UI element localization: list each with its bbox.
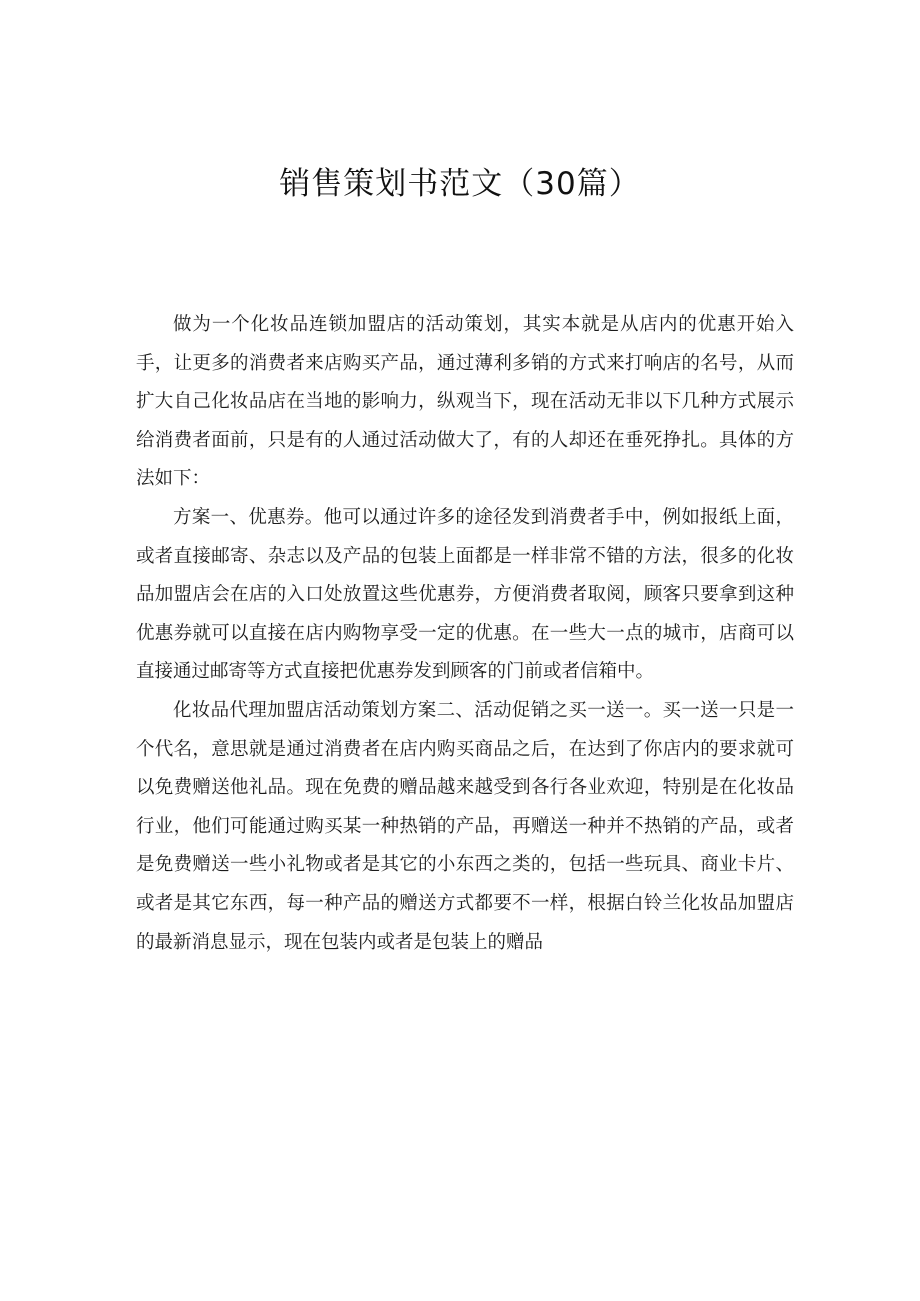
paragraph: 化妆品代理加盟店活动策划方案二、活动促销之买一送一。买一送一只是一个代名，意思就是通过消费者在店内购买商品之后，在达到了你店内的要求就可以免费赠送他礼品。现在免费的赠品越来越受到各行各业欢迎，特别是在化妆品行业，他们可能通过购买某一种热销的产品，再赠送一种并不热销的产品，或者是免费赠送一些小礼物或者是其它的小东西之类的，包括一些玩具、商业卡片、或者是其它东西，每一种产品的赠送方式都要不一样，根据白铃兰化妆品加盟店的最新消息显示，现在包装内或者是包装上的赠品 bbox=[136, 699, 794, 953]
document-body bbox=[136, 306, 794, 962]
paragraph: 方案一、优惠券。他可以通过许多的途径发到消费者手中，例如报纸上面，或者直接邮寄、杂志以及产品的包装上面都是一样非常不错的方法，很多的化妆品加盟店会在店的入口处放置这些优惠券，方便消费者取阅，顾客只要拿到这种优惠券就可以直接在店内购物享受一定的优惠。在一些大一点的城市，店商可以直接通过邮寄等方式直接把优惠券发到顾客的门前或者信箱中。 bbox=[136, 506, 794, 683]
paragraph: 做为一个化妆品连锁加盟店的活动策划，其实本就是从店内的优惠开始入手，让更多的消费者来店购买产品，通过薄利多销的方式来打响店的名号，从而扩大自己化妆品店在当地的影响力，纵观当下，现在活动无非以下几种方式展示给消费者面前，只是有的人通过活动做大了，有的人却还在垂死挣扎。具体的方法如下： bbox=[136, 314, 794, 490]
document-title: 销售策划书范文（30篇） bbox=[279, 166, 641, 202]
